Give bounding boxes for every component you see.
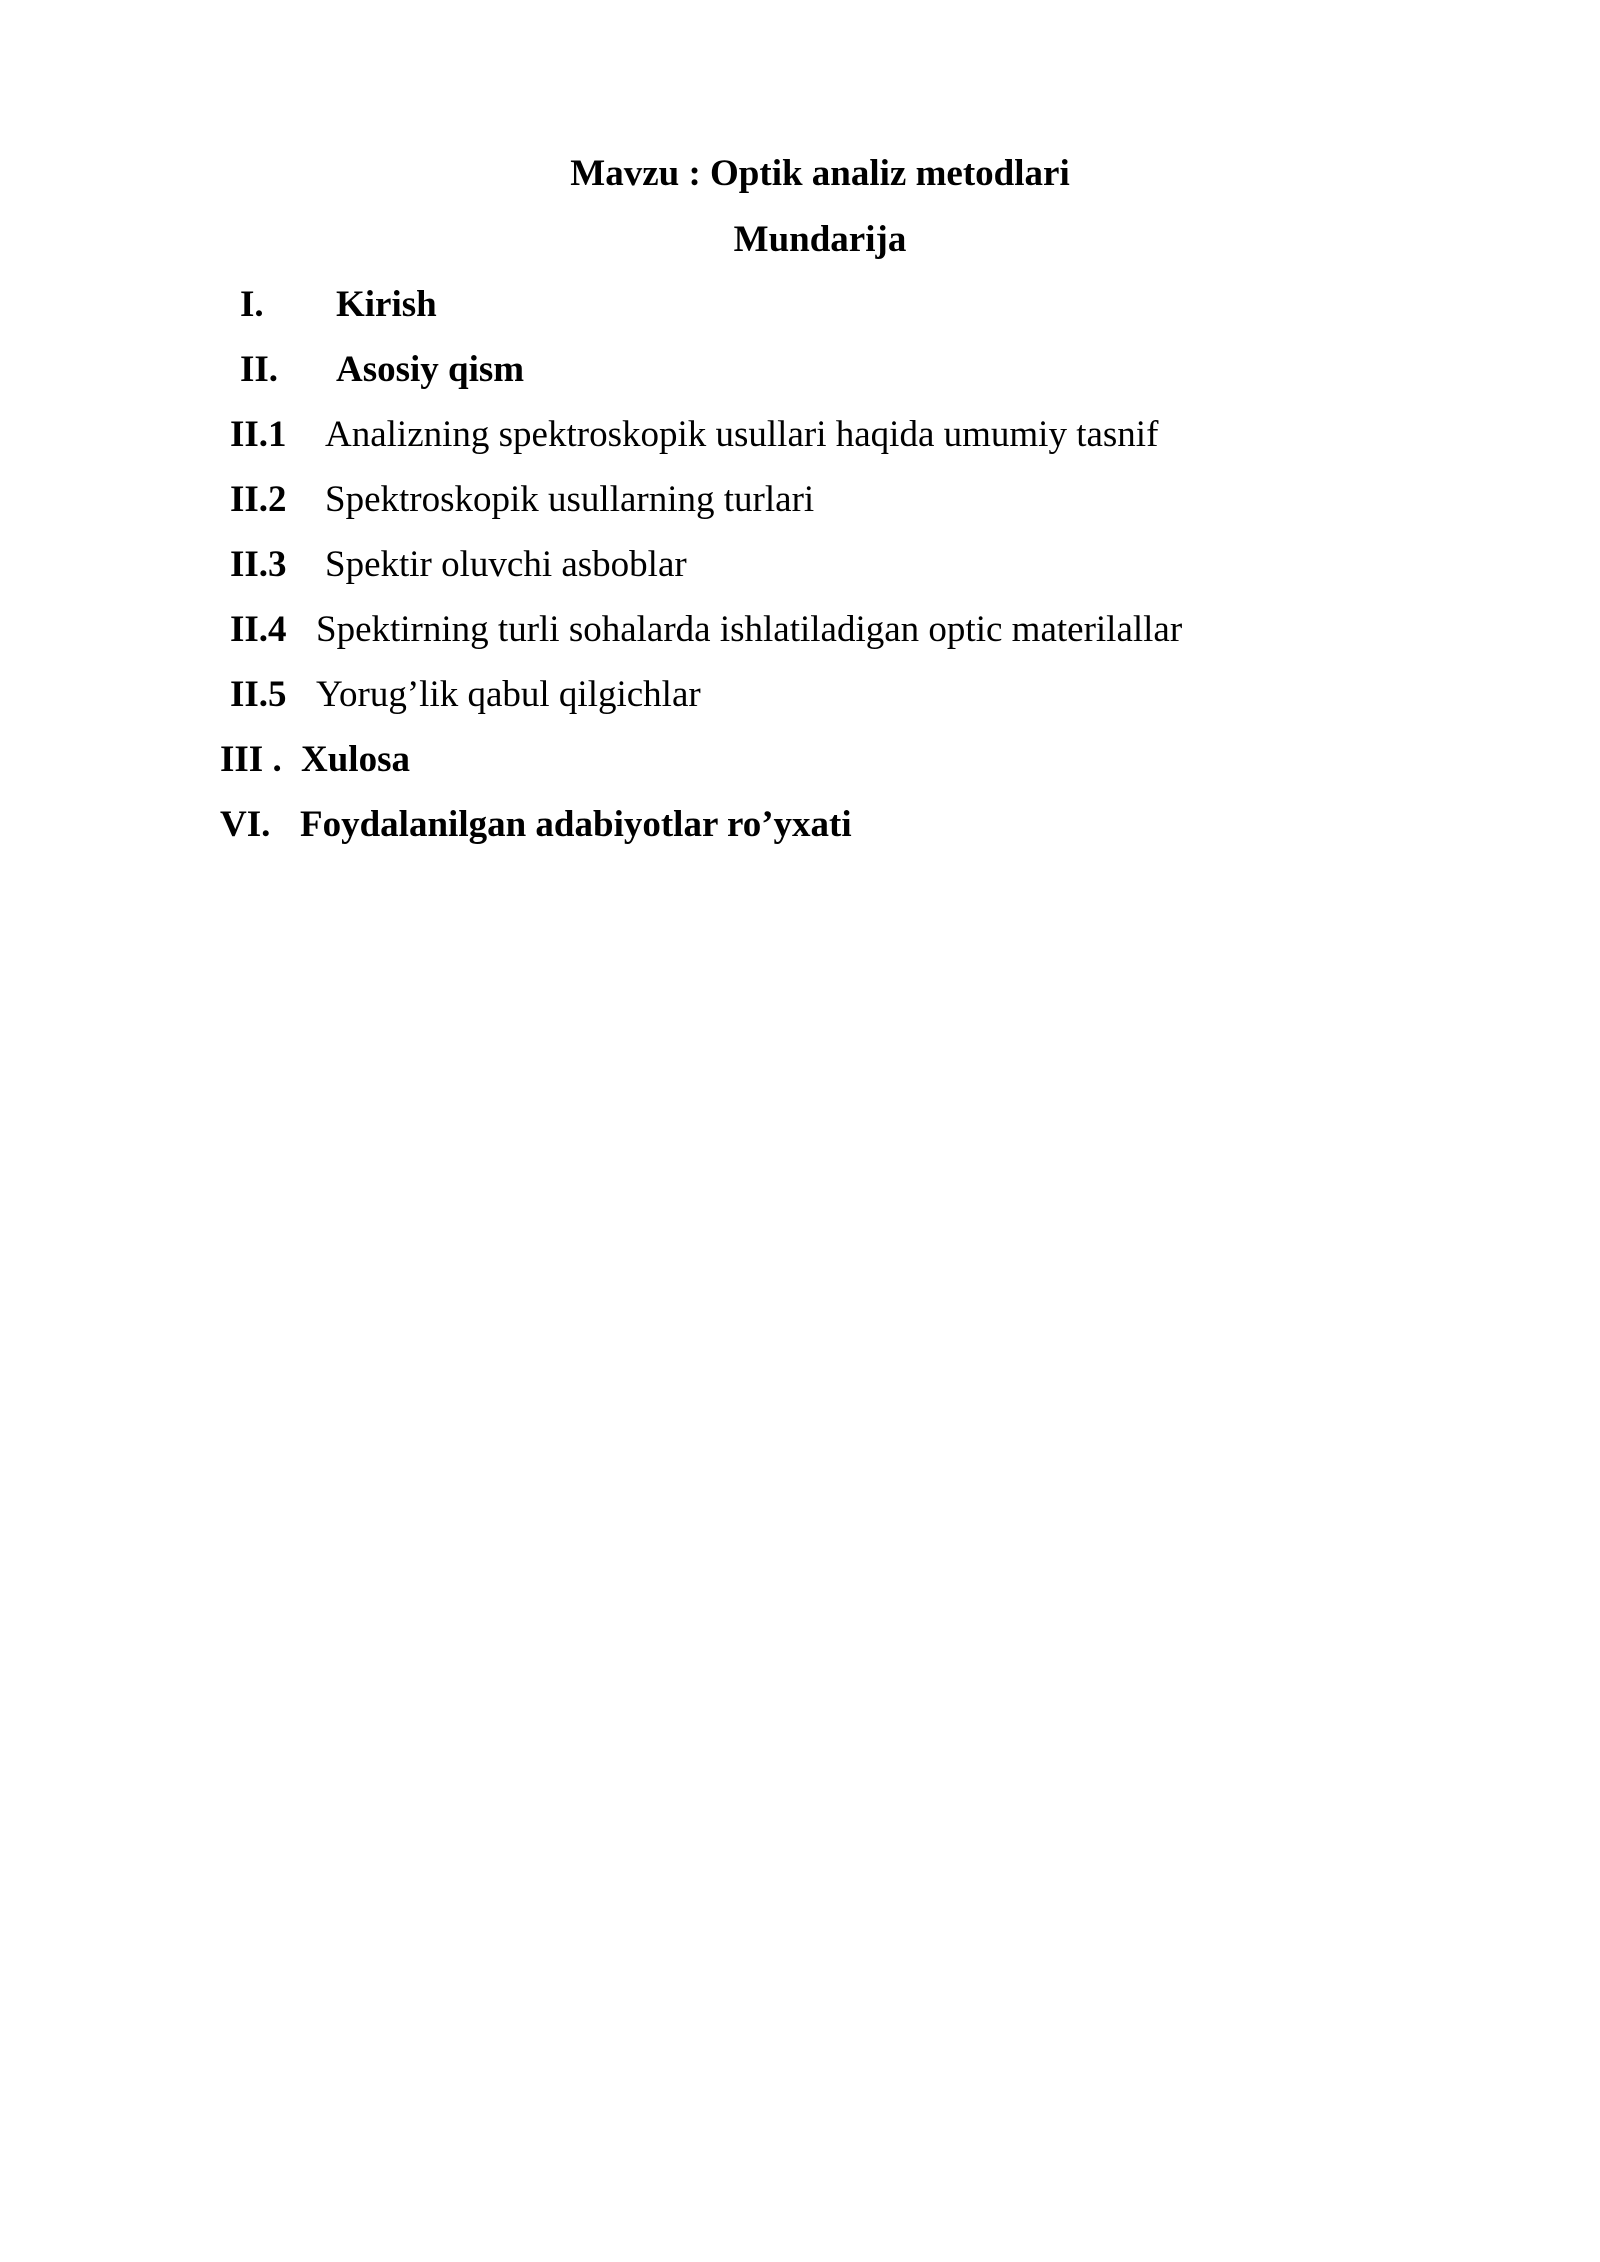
toc-entry-text: Kirish xyxy=(336,284,437,325)
toc-entry-text: Analizning spektroskopik usullari haqida umumiy tasnif xyxy=(325,414,1159,455)
toc-entry-text: Foydalanilgan adabiyotlar ro’yxati xyxy=(300,804,852,845)
toc-entry-number: I. xyxy=(240,284,264,325)
toc-entry-text: Spektroskopik usullarning turlari xyxy=(325,479,815,520)
toc-entry-text: Spektirning turli sohalarda ishlatiladigan optic materilallar xyxy=(316,609,1183,650)
toc-entry-text: Yorug’lik qabul qilgichlar xyxy=(316,674,701,715)
toc-entry-number: II.3 xyxy=(230,544,287,585)
toc-entry-number: III . xyxy=(220,739,282,780)
toc-entry-number: II.1 xyxy=(230,414,287,455)
toc-entry-number: II.5 xyxy=(230,674,287,715)
toc-entry-number: VI. xyxy=(220,804,271,845)
table-of-contents-heading: Mundarija xyxy=(733,219,907,260)
toc-entry-text: Xulosa xyxy=(301,739,410,780)
toc-entry-number: II.4 xyxy=(230,609,287,650)
toc-entry-text: Asosiy qism xyxy=(336,349,525,390)
toc-entry-number: II. xyxy=(240,349,279,390)
toc-entry-number: II.2 xyxy=(230,479,287,520)
document-title: Mavzu : Optik analiz metodlari xyxy=(570,153,1070,194)
toc-entry-text: Spektir oluvchi asboblar xyxy=(325,544,687,585)
